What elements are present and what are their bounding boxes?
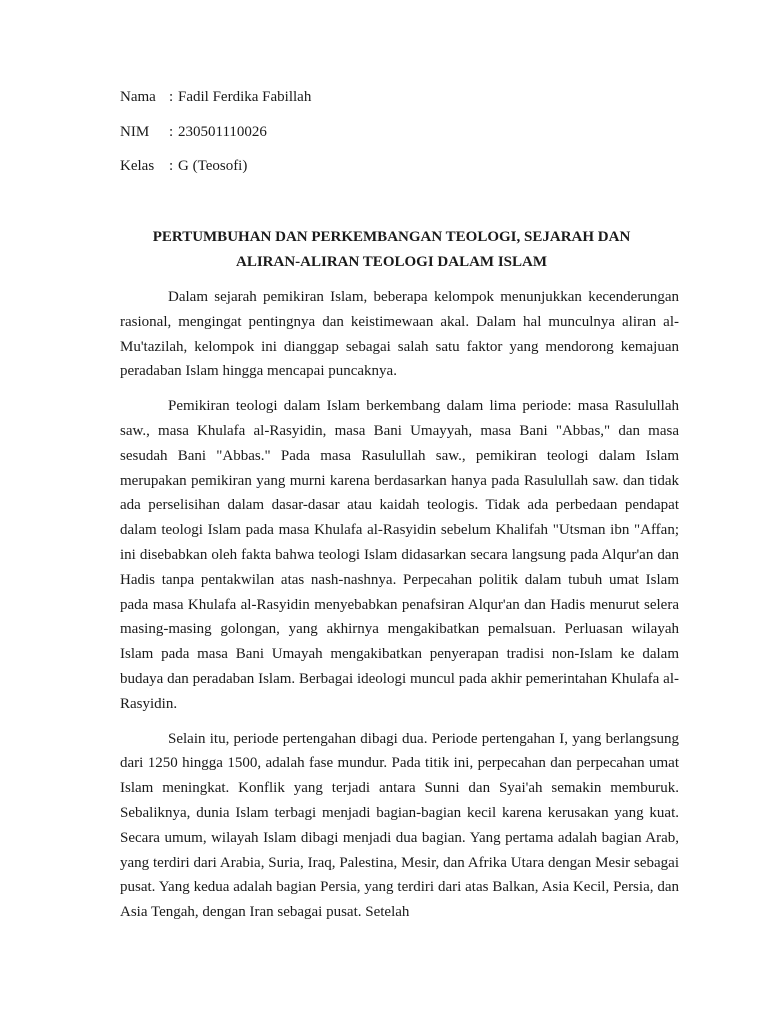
name-separator: :: [169, 89, 174, 105]
nim-separator: :: [169, 123, 174, 140]
nim-value: 230501110026: [178, 123, 267, 140]
title-line-2: ALIRAN-ALIRAN TEOLOGI DALAM ISLAM: [235, 254, 547, 270]
identity-row-name: [120, 86, 311, 121]
student-identity-block: [120, 86, 311, 190]
title-line-1: PERTUMBUHAN DAN PERKEMBANGAN TEOLOGI, SEJARAH DAN: [152, 229, 631, 245]
class-separator: :: [169, 158, 174, 174]
identity-row-class: [120, 155, 311, 190]
class-label: Kelas: [120, 158, 155, 174]
paragraph-1: Dalam sejarah pemikiran Islam, beberapa kelompok menunjukkan kecenderungan rasional, mengingat pentingnya dan keistimewaan akal. Dalam hal munculnya aliran al-Mu'tazilah, kelompok ini dianggap sebagai salah satu faktor yang mendorong kemajuan peradaban Islam hingga mencapai puncaknya.: [120, 289, 679, 380]
nim-label: NIM: [120, 123, 150, 140]
name-label: Nama: [120, 89, 156, 105]
name-value: Fadil Ferdika Fabillah: [178, 89, 312, 105]
document-body: [120, 285, 679, 935]
class-value: G (Teosofi): [178, 158, 248, 174]
document-title: [120, 225, 663, 275]
identity-row-nim: [120, 121, 311, 156]
paragraph-2: Pemikiran teologi dalam Islam berkembang dalam lima periode: masa Rasulullah saw., masa Khulafa al-Rasyidin, masa Bani Umayyah, masa Bani "Abbas," dan masa sesudah Bani "Abbas." Pada masa Rasulullah saw., pemikiran teologi dalam Islam merupakan pemikiran yang murni karena berdasarkan hanya pada Rasulullah saw. dan tidak ada perselisihan dalam dasar-dasar atau kaidah teologis. Tidak ada perbedaan pendapat dalam teologi Islam pada masa Khulafa al-Rasyidin sebelum Khalifah "Utsman ibn "Affan; ini disebabkan oleh fakta bahwa teologi Islam didasarkan secara langsung pada Alqur'an dan Hadis tanpa pentakwilan atas nash-nashnya. Perpecahan politik dalam tubuh umat Islam pada masa Khulafa al-Rasyidin menyebabkan penafsiran Alqur'an dan Hadis menurut selera masing-masing golongan, yang akhirnya mengakibatkan pemalsuan. Perluasan wilayah Islam pada masa Bani Umayah mengakibatkan penyerapan tradisi non-Islam ke dalam budaya dan peradaban Islam. Berbagai ideologi muncul pada akhir pemerintahan Khulafa al-Rasyidin.: [120, 398, 679, 712]
paragraph-3: Selain itu, periode pertengahan dibagi dua. Periode pertengahan I, yang berlangsung dari 1250 hingga 1500, adalah fase mundur. Pada titik ini, perpecahan dan perpecahan umat Islam meningkat. Konflik yang terjadi antara Sunni dan Syai'ah semakin memburuk. Sebaliknya, dunia Islam terbagi menjadi bagian-bagian kecil karena kerusakan yang kuat. Secara umum, wilayah Islam dibagi menjadi dua bagian. Yang pertama adalah bagian Arab, yang terdiri dari Arabia, Suria, Iraq, Palestina, Mesir, dan Afrika Utara dengan Mesir sebagai pusat. Yang kedua adalah bagian Persia, yang terdiri dari atas Balkan, Asia Kecil, Persia, dan Asia Tengah, dengan Iran sebagai pusat. Setelah: [120, 730, 679, 921]
